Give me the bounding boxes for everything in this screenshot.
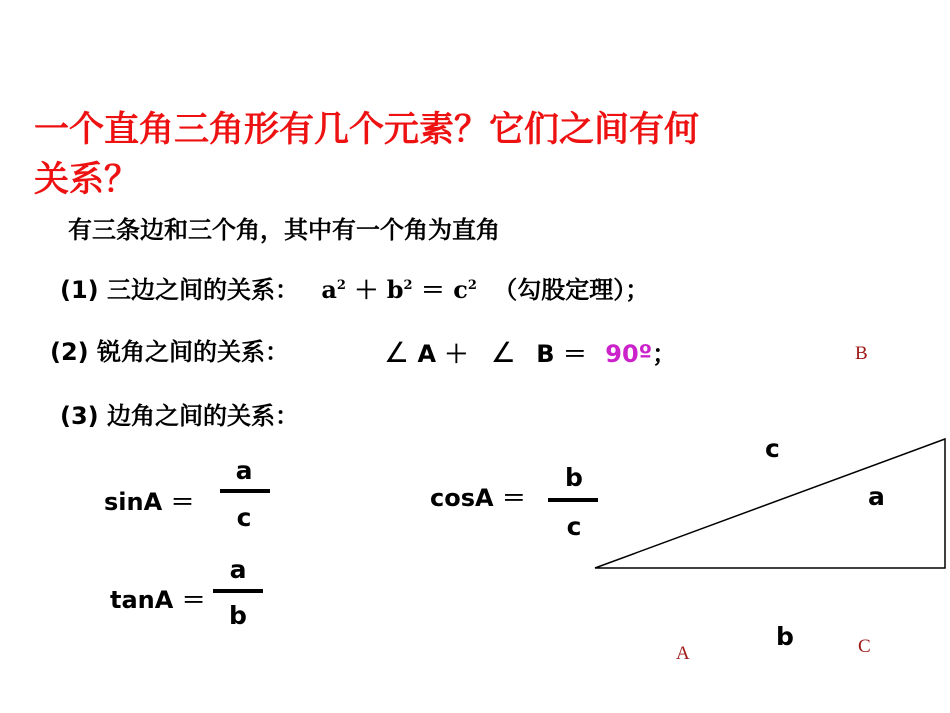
sin-lhs: sinA ＝ (104, 488, 195, 516)
plus-sign-2: ＋ (444, 340, 469, 368)
sin-numerator: a (235, 456, 253, 485)
angle-b: B (536, 340, 555, 368)
cos-numerator: b (565, 463, 583, 492)
var-c: c (453, 275, 468, 304)
vertex-label-a: A (676, 643, 690, 664)
side-label-hypotenuse: c (765, 434, 780, 463)
var-a: a (321, 275, 337, 304)
tan-denominator: b (229, 601, 247, 630)
relation-3-label: (3) 边角之间的关系： (60, 402, 299, 430)
angle-icon: ∠ (490, 336, 516, 369)
right-angle-value: 90º (605, 340, 653, 368)
slide-title-line-1: 一个直角三角形有几个元素？它们之间有何 (34, 110, 700, 150)
sin-denominator: c (236, 503, 252, 532)
equals-sign: ＝ (420, 275, 445, 304)
tan-lhs: tanA ＝ (110, 586, 206, 614)
side-label-vertical: a (868, 482, 885, 511)
angle-a: A (417, 340, 437, 368)
tan-numerator: a (229, 555, 247, 584)
intro-text: 有三条边和三个角，其中有一个角为直角 (68, 216, 500, 244)
exp-c: 2 (467, 278, 477, 293)
relation-1-label: (1) 三边之间的关系： (60, 276, 299, 304)
slide-title-line-2: 关系？ (34, 160, 140, 200)
var-b: b (386, 275, 404, 304)
angle-icon: ∠ (384, 336, 410, 369)
side-label-base: b (776, 622, 794, 651)
exp-b: 2 (403, 278, 413, 293)
plus-sign: ＋ (354, 275, 379, 304)
semicolon: ； (652, 340, 677, 368)
pythagorean-note: （勾股定理）； (493, 276, 650, 304)
vertex-label-b: B (855, 343, 868, 364)
exp-a: 2 (336, 278, 346, 293)
cos-lhs: cosA ＝ (430, 484, 526, 512)
cos-denominator: c (566, 512, 582, 541)
vertex-label-c: C (858, 636, 871, 657)
relation-2-label: (2) 锐角之间的关系： (50, 338, 289, 366)
equals-sign-2: ＝ (562, 340, 587, 368)
